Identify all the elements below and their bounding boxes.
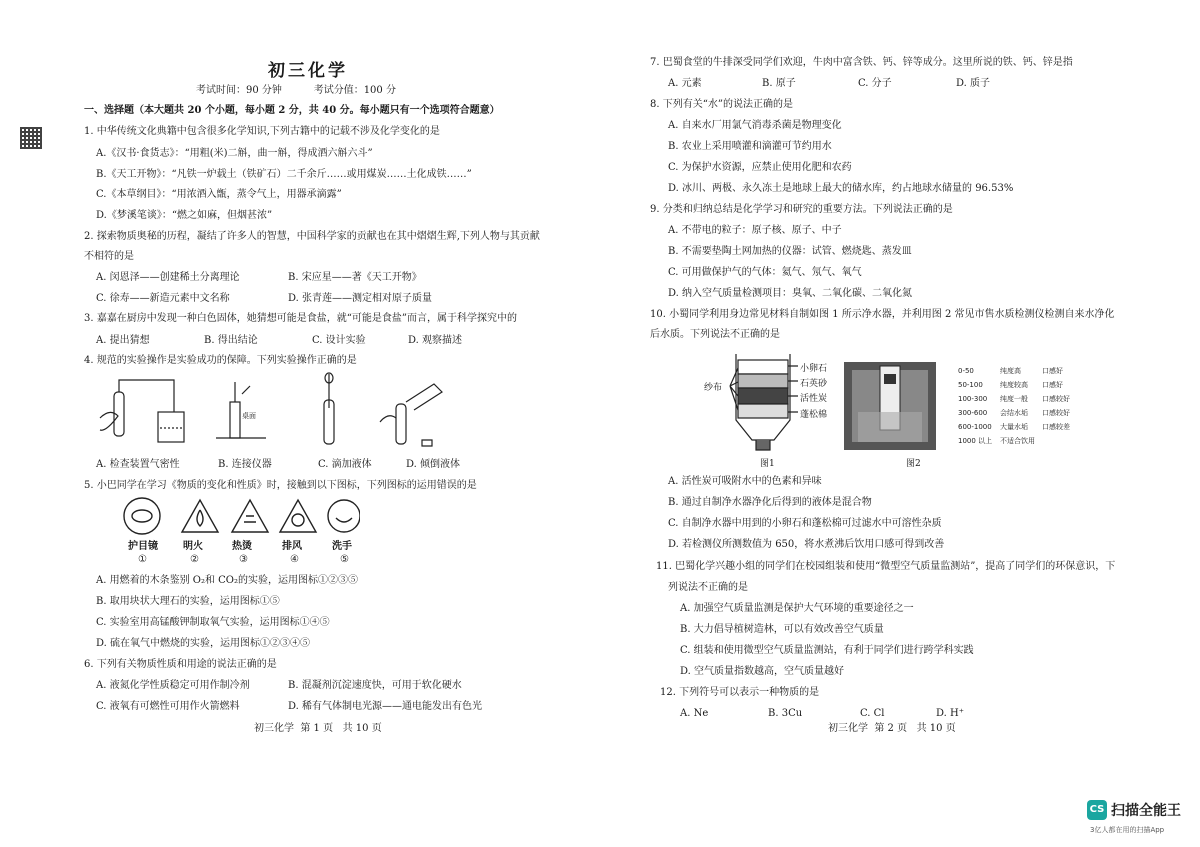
tds-meter-photo xyxy=(844,362,936,450)
q8-option-d: D. 冰川、两极、永久冻土是地球上最大的储水库，约占地球水储量的 96.53% xyxy=(668,183,1014,194)
q9-option-c: C. 可用做保护气的气体：氦气、氖气、氧气 xyxy=(668,267,862,278)
section-heading: 一、选择题（本大题共 20 个小题，每小题 2 分，共 40 分。每小题只有一个选项符合题意） xyxy=(84,105,500,116)
q2-option-b: B. 宋应星——著《天工开物》 xyxy=(288,272,422,283)
connect-instruments-icon xyxy=(216,382,266,438)
q4-option-a: A. 检查装置气密性 xyxy=(96,459,180,470)
left-footer: 初三化学 第 1 页 共 10 页 xyxy=(254,723,382,734)
q5-stem: 5. 小巴同学在学习《物质的变化和性质》时，接触到以下图标，下列图标的运用错误的是 xyxy=(84,480,477,491)
q6-option-a: A. 液氮化学性质稳定可用作制冷剂 xyxy=(96,680,250,691)
icon-num-4: ④ xyxy=(290,554,299,565)
q8-option-a: A. 自来水厂用氯气消毒杀菌是物理变化 xyxy=(668,120,842,131)
q10-option-d: D. 若检测仪所测数值为 650，将水煮沸后饮用口感可得到改善 xyxy=(668,539,945,550)
tds-row: 300-600 会结水垢 口感较好 xyxy=(958,409,1070,417)
tds-row: 600-1000 大量水垢 口感较差 xyxy=(958,423,1070,431)
q12-stem: 12. 下列符号可以表示一种物质的是 xyxy=(660,687,820,698)
q6-option-d: D. 稀有气体制电光源——通电能发出有色光 xyxy=(288,701,483,712)
q3-option-c: C. 设计实验 xyxy=(312,335,366,346)
icon-label-ventilation: 排风 xyxy=(282,541,302,552)
q2-option-a: A. 闵恩泽——创建稀土分离理论 xyxy=(96,272,240,283)
tds-row: 100-300 纯度一般 口感较好 xyxy=(958,395,1070,403)
q5-option-a: A. 用燃着的木条鉴别 O₂和 CO₂的实验，运用图标①②③⑤ xyxy=(96,575,359,586)
icon-num-5: ⑤ xyxy=(340,554,349,565)
right-footer: 初三化学 第 2 页 共 10 页 xyxy=(828,723,956,734)
q8-stem: 8. 下列有关“水”的说法正确的是 xyxy=(650,99,793,110)
tds-row: 0-50 纯度高 口感好 xyxy=(958,367,1063,375)
filter-label-pebbles: 小卵石 xyxy=(800,364,828,374)
q6-option-c: C. 液氧有可燃性可用作火箭燃料 xyxy=(96,701,240,712)
q3-option-d: D. 观察描述 xyxy=(408,335,463,346)
dropping-liquid-icon xyxy=(324,373,334,444)
icon-label-goggles: 护目镜 xyxy=(128,541,158,552)
q11-option-a: A. 加强空气质量监测是保护大气环境的重要途径之一 xyxy=(680,603,914,614)
icon-num-2: ② xyxy=(190,554,199,565)
q1-option-c: C.《本草纲目》：“用浓酒入甑，蒸令气上，用器承滴露” xyxy=(96,189,342,200)
q10-option-a: A. 活性炭可吸附水中的色素和异味 xyxy=(668,476,822,487)
q11-option-b: B. 大力倡导植树造林，可以有效改善空气质量 xyxy=(680,624,884,635)
wash-hands-icon xyxy=(328,500,360,532)
q5-option-c: C. 实验室用高锰酸钾制取氧气实验，运用图标①④⑤ xyxy=(96,617,330,628)
q11-stem-cont: 列说法不正确的是 xyxy=(668,582,748,593)
q12-option-a: A. Ne xyxy=(680,708,709,719)
q6-stem: 6. 下列有关物质性质和用途的说法正确的是 xyxy=(84,659,277,670)
qr-code-icon xyxy=(20,127,42,149)
ventilation-icon xyxy=(280,500,316,532)
q9-option-b: B. 不需要垫陶土网加热的仪器：试管、燃烧匙、蒸发皿 xyxy=(668,246,912,257)
filter-label-quartz-sand: 石英砂 xyxy=(800,379,828,389)
q7-option-a: A. 元素 xyxy=(668,78,702,89)
q9-stem: 9. 分类和归纳总结是化学学习和研究的重要方法。下列说法正确的是 xyxy=(650,204,953,215)
q12-option-d: D. H⁺ xyxy=(936,708,965,719)
q10-stem-cont: 后水质。下列说法不正确的是 xyxy=(650,329,780,340)
q2-stem-cont: 不相符的是 xyxy=(84,251,134,262)
q8-option-b: B. 农业上采用喷灌和滴灌可节约用水 xyxy=(668,141,832,152)
camscanner-tagline: 3亿人都在用的扫描App xyxy=(1090,826,1165,834)
tds-reference-table xyxy=(958,364,1070,448)
q4-option-b: B. 连接仪器 xyxy=(218,459,272,470)
q12-option-b: B. 3Cu xyxy=(768,708,803,719)
q5-option-d: D. 硫在氧气中燃烧的实验，运用图标①②③④⑤ xyxy=(96,638,311,649)
page-title: 初三化学 xyxy=(268,61,348,81)
q1-option-d: D.《梦溪笔谈》：“燃之如麻，但烟甚浓” xyxy=(96,210,273,221)
icon-num-3: ③ xyxy=(239,554,248,565)
q4-stem: 4. 规范的实验操作是实验成功的保障。下列实验操作正确的是 xyxy=(84,355,357,366)
q2-stem: 2. 探索物质奥秘的历程，凝结了许多人的智慧，中国科学家的贡献也在其中熠熠生辉,下列人物与其贡献 xyxy=(84,231,540,242)
tds-row: 50-100 纯度较高 口感好 xyxy=(958,381,1063,389)
q9-option-a: A. 不带电的粒子：原子核、原子、中子 xyxy=(668,225,842,236)
filter-label-activated-carbon: 活性炭 xyxy=(800,394,828,404)
open-flame-icon xyxy=(182,500,218,532)
filter-label-gauze: 纱布 xyxy=(704,383,723,393)
q2-option-c: C. 徐寿——新造元素中文名称 xyxy=(96,293,230,304)
q5-option-b: B. 取用块状大理石的实验，运用图标①⑤ xyxy=(96,596,280,607)
q2-option-d: D. 张青莲——测定相对原子质量 xyxy=(288,293,433,304)
icon-num-1: ① xyxy=(138,554,147,565)
q1-stem: 1. 中华传统文化典籍中包含很多化学知识,下列古籍中的记载不涉及化学变化的是 xyxy=(84,126,440,137)
q1-option-a: A.《汉书·食货志》：“用粗(米)二斛，曲一斛，得成酒六斛六斗” xyxy=(96,148,373,159)
q10-option-b: B. 通过自制净水器净化后得到的液体是混合物 xyxy=(668,497,872,508)
q4-option-c: C. 滴加液体 xyxy=(318,459,372,470)
safety-icons-row xyxy=(120,496,360,538)
q9-option-d: D. 纳入空气质量检测项目：臭氧、二氧化碳、二氧化氮 xyxy=(668,288,913,299)
q1-option-b: B.《天工开物》：“凡铁一炉载土（铁矿石）二千余斤……或用煤炭……土化成铁……” xyxy=(96,169,472,180)
q10-stem: 10. 小蜀同学利用身边常见材料自制如图 1 所示净水器，并利用图 2 常见市售水质检测仪检测自来水净化 xyxy=(650,309,1115,320)
q8-option-c: C. 为保护水资源，应禁止使用化肥和农药 xyxy=(668,162,852,173)
pouring-liquid-icon xyxy=(380,384,442,446)
camscanner-logo-icon: CS xyxy=(1087,800,1107,820)
q10-option-c: C. 自制净水器中用到的小卵石和蓬松棉可过滤水中可溶性杂质 xyxy=(668,518,942,529)
q3-option-b: B. 得出结论 xyxy=(204,335,258,346)
camscanner-name: 扫描全能王 xyxy=(1111,803,1181,819)
airtightness-check-icon xyxy=(100,380,184,442)
icon-label-wash: 洗手 xyxy=(332,541,352,552)
q3-stem: 3. 嘉嘉在厨房中发现一种白色固体，她猜想可能是食盐，就“可能是食盐”而言，属于科学探究中的 xyxy=(84,313,517,324)
filter-label-cotton: 蓬松棉 xyxy=(800,410,828,420)
figure2-caption: 图2 xyxy=(906,459,921,469)
q7-stem: 7. 巴蜀食堂的牛排深受同学们欢迎，牛肉中富含铁、钙、锌等成分。这里所说的铁、钙、锌是指 xyxy=(650,57,1073,68)
q12-option-c: C. Cl xyxy=(860,708,885,719)
q3-option-a: A. 提出猜想 xyxy=(96,335,150,346)
lab-operations-figure xyxy=(96,372,456,454)
tabletop-label: 桌面 xyxy=(242,412,256,420)
q11-option-c: C. 组装和使用微型空气质量监测站，有利于同学们进行跨学科实践 xyxy=(680,645,974,656)
exam-meta: 考试时间：90 分钟 考试分值：100 分 xyxy=(196,85,396,96)
q7-option-c: C. 分子 xyxy=(858,78,892,89)
goggles-icon xyxy=(124,498,160,534)
q6-option-b: B. 混凝剂沉淀速度快，可用于软化硬水 xyxy=(288,680,462,691)
q11-option-d: D. 空气质量指数越高，空气质量越好 xyxy=(680,666,845,677)
icon-label-hot: 热烫 xyxy=(232,541,252,552)
q7-option-b: B. 原子 xyxy=(762,78,796,89)
figure1-caption: 图1 xyxy=(760,459,775,469)
q11-stem: 11. 巴蜀化学兴趣小组的同学们在校园组装和使用“微型空气质量监测站”，提高了同学们的环保意识，下 xyxy=(656,561,1116,572)
icon-label-flame: 明火 xyxy=(183,541,203,552)
tds-row: 1000 以上 不适合饮用 xyxy=(958,437,1035,445)
q4-option-d: D. 倾倒液体 xyxy=(406,459,461,470)
q7-option-d: D. 质子 xyxy=(956,78,991,89)
